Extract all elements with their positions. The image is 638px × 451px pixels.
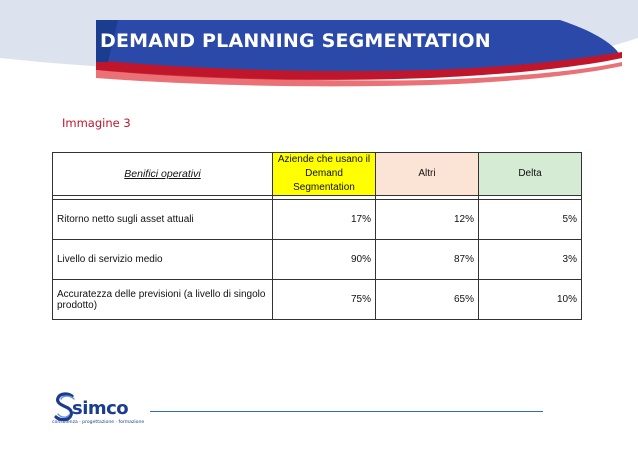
- cell-value: 5%: [479, 200, 582, 240]
- column-header-line1: Aziende che usano il: [277, 154, 371, 165]
- cell-value: 90%: [273, 240, 376, 280]
- column-header-others: Altri: [376, 153, 479, 196]
- row-label: Accuratezza delle previsioni (a livello di singolo prodotto): [53, 280, 273, 320]
- row-header-label: Benifici operativi: [53, 153, 273, 196]
- column-header-delta: Delta: [479, 153, 582, 196]
- figure-caption: Immagine 3: [62, 116, 131, 130]
- footer-divider: [150, 411, 543, 412]
- table-row: [53, 240, 582, 280]
- benefits-table: [52, 152, 582, 320]
- cell-value: 17%: [273, 200, 376, 240]
- cell-value: 12%: [376, 200, 479, 240]
- table-row: [53, 280, 582, 320]
- row-label: Ritorno netto sugli asset attuali: [53, 200, 273, 240]
- row-label: Livello di servizio medio: [53, 240, 273, 280]
- cell-value: 87%: [376, 240, 479, 280]
- logo-tagline: consulenza · progettazione · formazione: [52, 420, 145, 425]
- page-title: DEMAND PLANNING SEGMENTATION: [100, 30, 491, 52]
- simco-logo: [52, 392, 162, 432]
- cell-value: 3%: [479, 240, 582, 280]
- column-header-line2: Demand Segmentation: [293, 168, 355, 193]
- cell-value: 75%: [273, 280, 376, 320]
- column-header-segmentation: [273, 153, 376, 196]
- cell-value: 10%: [479, 280, 582, 320]
- table-header-row: [53, 153, 582, 196]
- table-row: [53, 200, 582, 240]
- logo-wordmark: simco: [72, 398, 129, 419]
- header-banner: [0, 0, 638, 90]
- cell-value: 65%: [376, 280, 479, 320]
